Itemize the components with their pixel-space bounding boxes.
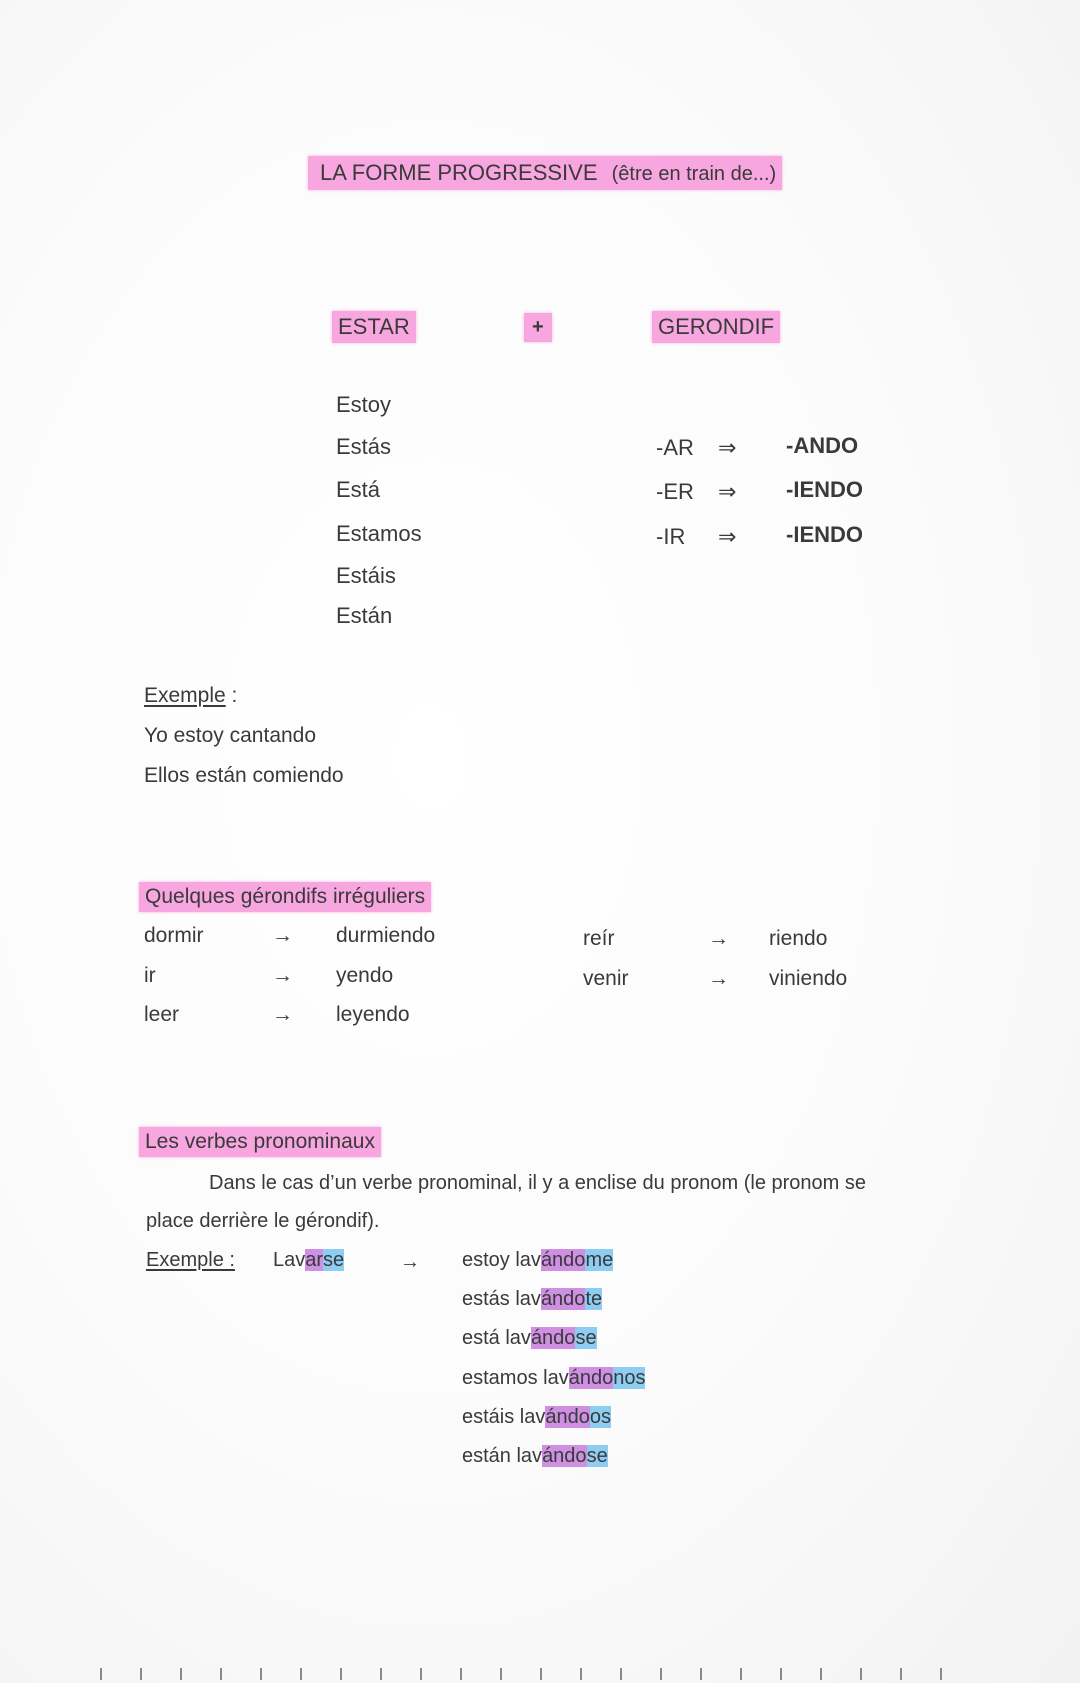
- irregular-verb: dormir: [144, 924, 204, 947]
- arrow-icon: →: [708, 927, 729, 950]
- irregular-verb: ir: [144, 964, 156, 987]
- conj-prefix: están lav: [462, 1445, 543, 1467]
- formula-plus: +: [524, 313, 552, 342]
- conj-pronoun: nos: [613, 1367, 646, 1389]
- conj-gerund-ending: ándo: [568, 1367, 614, 1389]
- pronominal-text: place derrière le gérondif).: [146, 1210, 380, 1232]
- irregular-verb: venir: [583, 967, 629, 990]
- irregular-verb: leer: [144, 1003, 180, 1026]
- conj-gerund-ending: ándo: [540, 1288, 586, 1310]
- arrow-icon: →: [400, 1251, 420, 1273]
- formula-estar: ESTAR: [332, 311, 416, 343]
- example-label: Exemple :: [146, 1249, 235, 1271]
- estar-form: Estáis: [336, 563, 396, 588]
- conjugation-line: [462, 1327, 597, 1350]
- arrow-icon: →: [272, 924, 293, 947]
- pronominal-heading: Les verbes pronominaux: [139, 1127, 381, 1157]
- ending-to: -IENDO: [786, 522, 863, 547]
- double-arrow-icon: ⇒: [718, 524, 737, 549]
- pronominal-text: Dans le cas d’un verbe pronominal, il y a enclise du pronom (le pronom se: [209, 1172, 867, 1194]
- verb-pronoun: se: [323, 1249, 345, 1271]
- formula-gerondif: GERONDIF: [652, 311, 780, 343]
- conj-prefix: estamos lav: [462, 1367, 569, 1389]
- conjugation-line: [462, 1249, 613, 1272]
- conj-prefix: estás lav: [462, 1288, 541, 1310]
- estar-form: Está: [336, 477, 381, 502]
- irregular-gerund: yendo: [336, 964, 394, 987]
- bottom-ruler-marks: [90, 1668, 990, 1682]
- example-sentence: Yo estoy cantando: [144, 724, 317, 747]
- conjugation-line: [462, 1445, 608, 1468]
- conj-pronoun: te: [585, 1288, 603, 1310]
- verb-ending: ar: [305, 1249, 324, 1271]
- double-arrow-icon: ⇒: [718, 479, 737, 504]
- verb-stem: Lav: [273, 1249, 306, 1271]
- conj-pronoun: se: [586, 1445, 608, 1467]
- example-sentence: Ellos están comiendo: [144, 764, 344, 787]
- conj-gerund-ending: ándo: [545, 1406, 590, 1428]
- estar-form: Estás: [336, 434, 392, 459]
- irregular-gerund: durmiendo: [336, 924, 436, 947]
- conjugation-line: [462, 1406, 611, 1429]
- estar-form: Están: [336, 603, 393, 628]
- conj-prefix: estoy lav: [462, 1249, 541, 1271]
- page-title: [308, 156, 782, 190]
- conj-pronoun: me: [585, 1249, 614, 1271]
- example-colon: :: [225, 684, 238, 707]
- title-subtitle: (être en train de...): [611, 163, 777, 185]
- estar-form: Estoy: [336, 392, 392, 417]
- ending-from: -AR: [656, 435, 694, 460]
- irregular-heading: Quelques gérondifs irréguliers: [139, 882, 431, 912]
- conj-gerund-ending: ándo: [542, 1445, 587, 1467]
- ending-to: -ANDO: [786, 433, 859, 458]
- double-arrow-icon: ⇒: [718, 435, 737, 460]
- conjugation-line: [462, 1367, 645, 1390]
- ending-to: -IENDO: [786, 477, 863, 502]
- ending-from: -ER: [656, 479, 694, 504]
- ending-from: -IR: [656, 524, 686, 549]
- example-label-line: [144, 684, 237, 708]
- conj-pronoun: os: [589, 1406, 611, 1428]
- conj-pronoun: se: [575, 1327, 597, 1349]
- irregular-gerund: riendo: [769, 927, 828, 950]
- arrow-icon: →: [708, 967, 729, 990]
- irregular-gerund: viniendo: [769, 967, 848, 990]
- conj-prefix: estáis lav: [462, 1406, 546, 1428]
- conjugation-line: [462, 1288, 602, 1311]
- example-label: Exemple: [144, 684, 226, 707]
- conj-prefix: está lav: [462, 1327, 531, 1349]
- arrow-icon: →: [272, 1003, 293, 1026]
- arrow-icon: →: [272, 964, 293, 987]
- conj-gerund-ending: ándo: [540, 1249, 586, 1271]
- irregular-gerund: leyendo: [336, 1003, 410, 1026]
- estar-form: Estamos: [336, 521, 422, 546]
- example-verb: [273, 1249, 344, 1272]
- conj-gerund-ending: ándo: [530, 1327, 576, 1349]
- title-main: LA FORME PROGRESSIVE: [320, 160, 598, 185]
- irregular-verb: reír: [583, 927, 615, 950]
